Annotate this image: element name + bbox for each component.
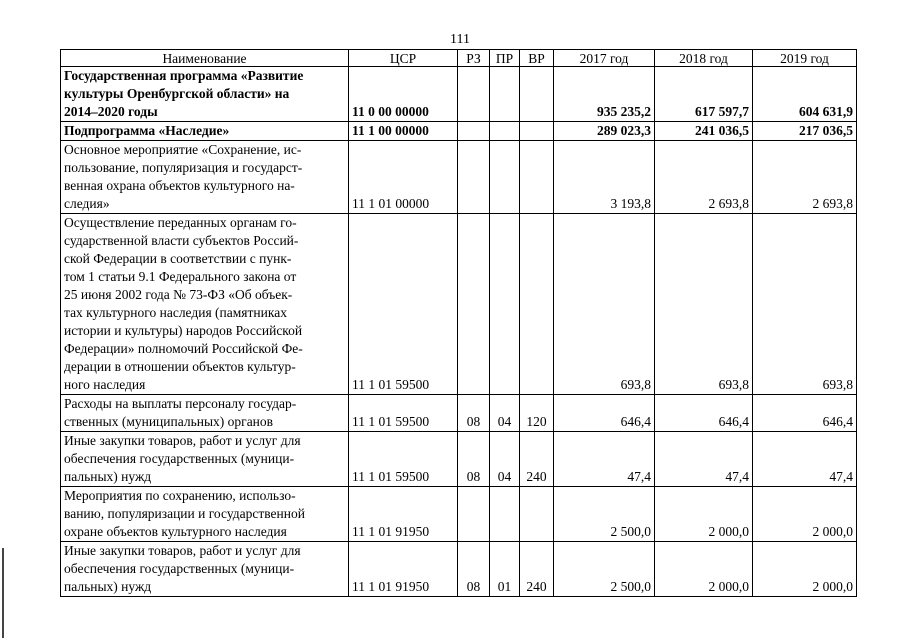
row-2019: 2 000,0 bbox=[753, 542, 857, 597]
row-pr bbox=[490, 487, 520, 542]
row-2019: 693,8 bbox=[753, 214, 857, 395]
row-2019: 2 693,8 bbox=[753, 141, 857, 214]
row-2017: 693,8 bbox=[554, 214, 655, 395]
row-2017: 47,4 bbox=[554, 432, 655, 487]
row-pr bbox=[490, 67, 520, 122]
row-name: Осуществление переданных органам го- сударственной власти субъектов Россий- ской Федерации в соответствии с пунк- том 1 статьи 9.1 Федерального закона от 25 июня 2002 года № 73-ФЗ «Об объек- тах культурного наследия (памятниках истории и культуры) народов Российской Федерации» полномочий Российской Фе- дерации в отношении объектов культур- ного наследия bbox=[61, 214, 349, 395]
table-row bbox=[61, 214, 857, 395]
row-rz bbox=[458, 122, 490, 141]
row-rz bbox=[458, 67, 490, 122]
row-rz: 08 bbox=[458, 395, 490, 432]
row-csr: 11 1 00 00000 bbox=[349, 122, 458, 141]
row-2018: 2 000,0 bbox=[655, 487, 753, 542]
row-pr bbox=[490, 141, 520, 214]
header-rz: РЗ bbox=[458, 50, 490, 67]
row-2018: 617 597,7 bbox=[655, 67, 753, 122]
row-2019: 47,4 bbox=[753, 432, 857, 487]
header-pr: ПР bbox=[490, 50, 520, 67]
header-name: Наименование bbox=[61, 50, 349, 67]
row-2017: 289 023,3 bbox=[554, 122, 655, 141]
header-row bbox=[61, 50, 857, 67]
row-2018: 47,4 bbox=[655, 432, 753, 487]
row-rz bbox=[458, 487, 490, 542]
row-pr bbox=[490, 122, 520, 141]
row-2019: 217 036,5 bbox=[753, 122, 857, 141]
row-rz bbox=[458, 141, 490, 214]
header-vr: ВР bbox=[520, 50, 554, 67]
table-row bbox=[61, 141, 857, 214]
row-vr: 120 bbox=[520, 395, 554, 432]
row-vr bbox=[520, 67, 554, 122]
header-2017: 2017 год bbox=[554, 50, 655, 67]
row-vr bbox=[520, 141, 554, 214]
row-name: Основное мероприятие «Сохранение, ис- пользование, популяризация и государст- венная охрана объектов культурного на- следия» bbox=[61, 141, 349, 214]
row-vr bbox=[520, 487, 554, 542]
scan-margin-line bbox=[2, 548, 4, 638]
row-name: Мероприятия по сохранению, использо- ванию, популяризации и государственной охране объектов культурного наследия bbox=[61, 487, 349, 542]
row-rz bbox=[458, 214, 490, 395]
row-vr bbox=[520, 122, 554, 141]
row-2017: 646,4 bbox=[554, 395, 655, 432]
header-csr: ЦСР bbox=[349, 50, 458, 67]
row-csr: 11 1 01 59500 bbox=[349, 395, 458, 432]
row-2017: 2 500,0 bbox=[554, 542, 655, 597]
row-name: Расходы на выплаты персоналу государ- ственных (муниципальных) органов bbox=[61, 395, 349, 432]
row-csr: 11 1 01 00000 bbox=[349, 141, 458, 214]
row-2018: 2 000,0 bbox=[655, 542, 753, 597]
row-csr: 11 1 01 91950 bbox=[349, 542, 458, 597]
row-2018: 241 036,5 bbox=[655, 122, 753, 141]
table-row bbox=[61, 432, 857, 487]
row-2017: 3 193,8 bbox=[554, 141, 655, 214]
table-row bbox=[61, 487, 857, 542]
header-2018: 2018 год bbox=[655, 50, 753, 67]
row-vr bbox=[520, 214, 554, 395]
row-csr: 11 1 01 91950 bbox=[349, 487, 458, 542]
row-pr: 04 bbox=[490, 432, 520, 487]
row-csr: 11 1 01 59500 bbox=[349, 432, 458, 487]
row-name: Подпрограмма «Наследие» bbox=[61, 122, 349, 141]
row-name: Иные закупки товаров, работ и услуг для обеспечения государственных (муници- пальных) нужд bbox=[61, 542, 349, 597]
row-pr bbox=[490, 214, 520, 395]
row-vr: 240 bbox=[520, 432, 554, 487]
row-rz: 08 bbox=[458, 432, 490, 487]
page-number: 111 bbox=[450, 32, 470, 47]
table-row-program bbox=[61, 67, 857, 122]
row-rz: 08 bbox=[458, 542, 490, 597]
table-row-subprogram bbox=[61, 122, 857, 141]
row-2019: 2 000,0 bbox=[753, 487, 857, 542]
row-name: Государственная программа «Развитие культуры Оренбургской области» на 2014–2020 годы bbox=[61, 67, 349, 122]
table-row bbox=[61, 395, 857, 432]
row-2019: 646,4 bbox=[753, 395, 857, 432]
row-pr: 04 bbox=[490, 395, 520, 432]
row-2017: 2 500,0 bbox=[554, 487, 655, 542]
row-2019: 604 631,9 bbox=[753, 67, 857, 122]
row-2018: 646,4 bbox=[655, 395, 753, 432]
row-2018: 2 693,8 bbox=[655, 141, 753, 214]
row-csr: 11 0 00 00000 bbox=[349, 67, 458, 122]
row-2017: 935 235,2 bbox=[554, 67, 655, 122]
budget-table bbox=[60, 49, 857, 597]
row-vr: 240 bbox=[520, 542, 554, 597]
row-name: Иные закупки товаров, работ и услуг для обеспечения государственных (муници- пальных) нужд bbox=[61, 432, 349, 487]
table-row bbox=[61, 542, 857, 597]
row-pr: 01 bbox=[490, 542, 520, 597]
header-2019: 2019 год bbox=[753, 50, 857, 67]
row-2018: 693,8 bbox=[655, 214, 753, 395]
row-csr: 11 1 01 59500 bbox=[349, 214, 458, 395]
